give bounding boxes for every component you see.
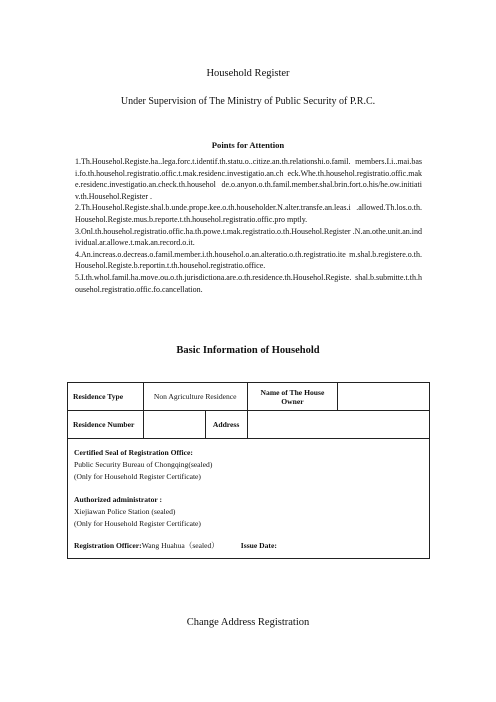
seal-heading: Certified Seal of Registration Office: <box>74 448 193 457</box>
admin-heading: Authorized administrator : <box>74 494 163 504</box>
house-owner-value <box>338 383 430 411</box>
document-subtitle: Under Supervision of The Ministry of Public Security of P.R.C. <box>120 96 376 107</box>
admin-line-1: Xiejiawan Police Station (sealed) <box>74 506 176 516</box>
seal-line-2: (Only for Household Register Certificate) <box>74 472 201 482</box>
residence-number-value <box>143 411 205 439</box>
table-row <box>68 439 430 559</box>
table-row <box>68 383 430 411</box>
residence-type-value: Non Agriculture Residence <box>143 383 247 411</box>
change-address-heading: Change Address Registration <box>186 617 310 628</box>
attention-point-2: 2.Th.Househol.Registe.shal.b.unde.prope.kee.o.th.householder.N.alter.transfe.an.leas.i .allowed.Th.los.o.th.Househol.Registe.mus.b.reporte.t.th.househol.registratio.offic.pro mptly. <box>75 203 422 224</box>
officer-line <box>74 540 423 552</box>
attention-point-5: 5.I.th.whol.famil.ha.move.ou.o.th.jurisdictiona.are.o.th.residence.th.Househol.Registe. shal.b.submitte.t.th.househol.registratio.offic.fo.cancellation. <box>75 272 422 294</box>
seal-line-1: Public Security Bureau of Chongqing(sealed) <box>74 460 213 470</box>
document-title: Household Register <box>206 68 290 79</box>
attention-points <box>75 156 422 295</box>
officer-label: Registration Officer: <box>74 541 142 551</box>
attention-heading: Points for Attention <box>211 140 285 150</box>
admin-line-2: (Only for Household Register Certificate) <box>74 519 201 529</box>
officer-value: Wang Huahua（sealed） <box>141 541 219 551</box>
table-row <box>68 411 430 439</box>
residence-number-label: Residence Number <box>68 411 144 439</box>
attention-point-3: 3.Onl.th.househol.registratio.offic.ha.th.powe.t.mak.registratio.o.th.Househol.Register .N.an.othe.unit.an.individual.ar.allowe.t.mak.an.record.o.it. <box>75 226 422 248</box>
attention-point-1: 1.Th.Househol.Registe.ha..lega.forc.t.identif.th.statu.o..citize.an.th.relationshi.o.famil. members.I.i..mai.basi.fo.th.househol.registratio.offic.t.mak.residenc.investigatio.an.ch eck.Whe.th.househol.registratio.offic.make.residenc.investigatio.an.check.th.househol de.o.anyon.o.th.famil.member.shal.brin.fort.o.his/he.ow.initiativ.th.Househol.Register . <box>75 157 422 201</box>
address-value <box>247 411 429 439</box>
household-info-table <box>67 382 430 559</box>
issue-date-label: Issue Date: <box>240 541 277 551</box>
basic-info-heading: Basic Information of Household <box>176 345 320 356</box>
house-owner-label: Name of The House Owner <box>247 383 338 411</box>
residence-type-label: Residence Type <box>68 383 144 411</box>
address-label: Address <box>205 411 247 439</box>
seal-section <box>68 439 430 559</box>
attention-point-4: 4.An.increas.o.decreas.o.famil.member.i.th.househol.o.an.alteratio.o.th.registratio.ite m.shal.b.registere.o.th.Househol.Registe.b.reportin.t.th.househol.registratio.office. <box>75 249 422 271</box>
